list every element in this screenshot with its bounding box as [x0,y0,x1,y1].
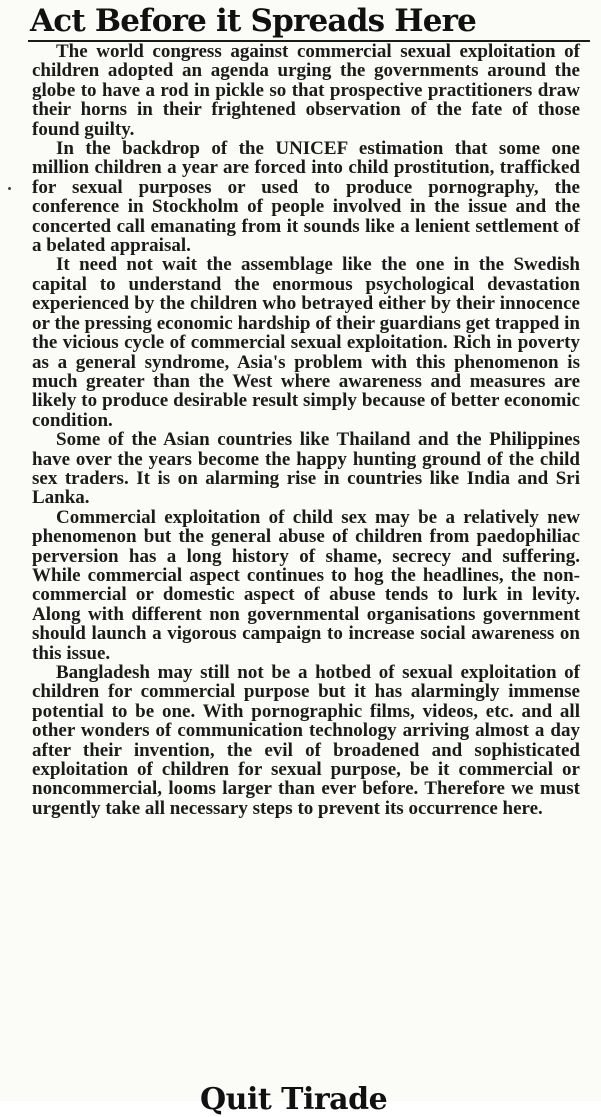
headline: Act Before it Spreads Here [30,3,477,39]
article-paragraph: In the backdrop of the UNICEF estimation that some one million children a year are forced into child prostitution, trafficked for sexual purposes or used to produce pornography, the conference in Stockholm of people involved in the issue and the concerted call emanating from it sounds like a lenient settlement of a belated appraisal. [32,138,580,257]
article-body [32,42,580,818]
print-speck [8,187,11,190]
next-article-headline-cutoff [200,1082,450,1117]
article-paragraph: Commercial exploitation of child sex may be a relatively new phenomenon but the general abuse of children from paedophiliac perversion has a long history of shame, secrecy and suffering. While commercial aspect continues to hog the headlines, the non-commercial or domestic aspect of abuse tends to lurk in levity. Along with different non governmental organisations government should launch a vigorous campaign to increase social awareness on this issue. [32,506,580,664]
article-paragraph: Some of the Asian countries like Thailand and the Philippines have over the years become the happy hunting ground of the child sex traders. It is on alarming rise in countries like India and Sri Lanka. [32,429,580,509]
article-paragraph: It need not wait the assemblage like the one in the Swedish capital to understand the enormous psychological devastation experienced by the children who betrayed either by their innocence or the pressing economic hardship of their guardians get trapped in the vicious cycle of commercial sexual exploitation. Rich in poverty as a general syndrome, Asia's problem with this phenomenon is much greater than the West where awareness and measures are likely to produce desirable result simply because of better economic condition. [32,254,580,431]
article-paragraph: The world congress against commercial sexual exploitation of children adopted an agenda urging the governments around the globe to have a rod in pickle so that prospective practitioners draw their horns in their frightened observation of the fate of those found guilty. [32,41,580,140]
article-paragraph: Bangladesh may still not be a hotbed of sexual exploitation of children for commercial purpose but it has alarmingly immense potential to be one. With pornographic films, videos, etc. and all other wonders of communication technology arriving almost a day after their invention, the evil of broadened and sophisticated exploitation of children for sexual purpose, be it commercial or noncommercial, looms larger than ever before. Therefore we must urgently take all necessary steps to prevent its occurrence here. [32,662,580,819]
next-article-headline: Quit Tirade [200,1082,388,1117]
